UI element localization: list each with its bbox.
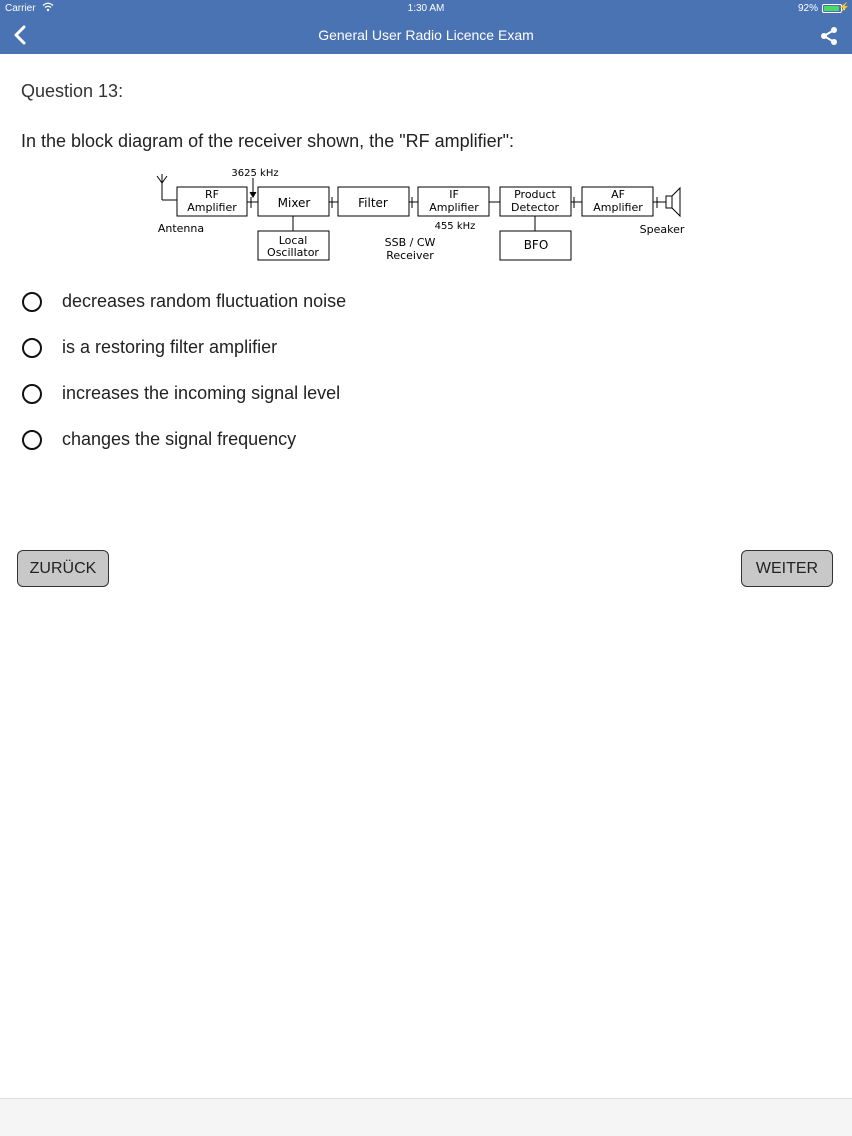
radio-button-icon[interactable] bbox=[22, 292, 42, 312]
back-navigation-button[interactable]: ZURÜCK bbox=[17, 550, 109, 587]
charging-icon: ⚡ bbox=[838, 2, 850, 12]
receiver-block-diagram bbox=[150, 164, 695, 264]
answer-option-2[interactable] bbox=[21, 334, 541, 362]
battery-level bbox=[824, 6, 839, 11]
if-frequency-label: 455 kHz bbox=[434, 221, 476, 232]
rf-label-line2: Amplifier bbox=[187, 201, 237, 214]
product-detector-label-line2: Detector bbox=[511, 201, 559, 214]
answer-option-label: changes the signal frequency bbox=[62, 429, 297, 449]
share-button[interactable] bbox=[818, 25, 840, 47]
question-number: Question 13: bbox=[21, 81, 124, 101]
radio-button-icon[interactable] bbox=[22, 338, 42, 358]
if-label-line1: IF bbox=[449, 188, 459, 201]
receiver-label-line1: SSB / CW bbox=[384, 236, 436, 249]
af-label-line1: AF bbox=[611, 188, 625, 201]
local-oscillator-label-line2: Oscillator bbox=[267, 246, 319, 259]
answer-option-label: increases the incoming signal level bbox=[62, 383, 341, 403]
page-title: General User Radio Licence Exam bbox=[318, 27, 534, 43]
next-button[interactable]: WEITER bbox=[741, 550, 833, 587]
bottom-toolbar bbox=[0, 1098, 852, 1136]
answer-option-label: decreases random fluctuation noise bbox=[62, 291, 347, 311]
receiver-label-line2: Receiver bbox=[386, 249, 434, 262]
bfo-label: BFO bbox=[523, 238, 549, 252]
radio-button-icon[interactable] bbox=[22, 384, 42, 404]
status-bar bbox=[0, 0, 852, 17]
carrier-label: Carrier bbox=[5, 3, 36, 14]
battery-percent: 92% bbox=[797, 3, 818, 14]
navigation-bar bbox=[0, 17, 852, 54]
clock-time: 1:30 AM bbox=[407, 3, 445, 14]
local-oscillator-label-line1: Local bbox=[278, 234, 308, 247]
radio-button-icon[interactable] bbox=[22, 430, 42, 450]
mixer-label: Mixer bbox=[277, 196, 311, 210]
af-label-line2: Amplifier bbox=[593, 201, 643, 214]
answer-option-4[interactable] bbox=[21, 426, 541, 454]
share-icon bbox=[818, 25, 840, 47]
answer-option-1[interactable] bbox=[21, 288, 541, 316]
question-text: In the block diagram of the receiver shown, the "RF amplifier": bbox=[21, 131, 514, 151]
product-detector-label-line1: Product bbox=[514, 188, 556, 201]
answer-option-3[interactable] bbox=[21, 380, 541, 408]
antenna-label: Antenna bbox=[157, 222, 205, 235]
speaker-label: Speaker bbox=[639, 223, 685, 236]
filter-label: Filter bbox=[358, 196, 388, 210]
rf-label-line1: RF bbox=[205, 188, 219, 201]
answer-option-label: is a restoring filter amplifier bbox=[62, 337, 278, 357]
if-label-line2: Amplifier bbox=[429, 201, 479, 214]
rf-frequency-label: 3625 kHz bbox=[231, 168, 279, 179]
